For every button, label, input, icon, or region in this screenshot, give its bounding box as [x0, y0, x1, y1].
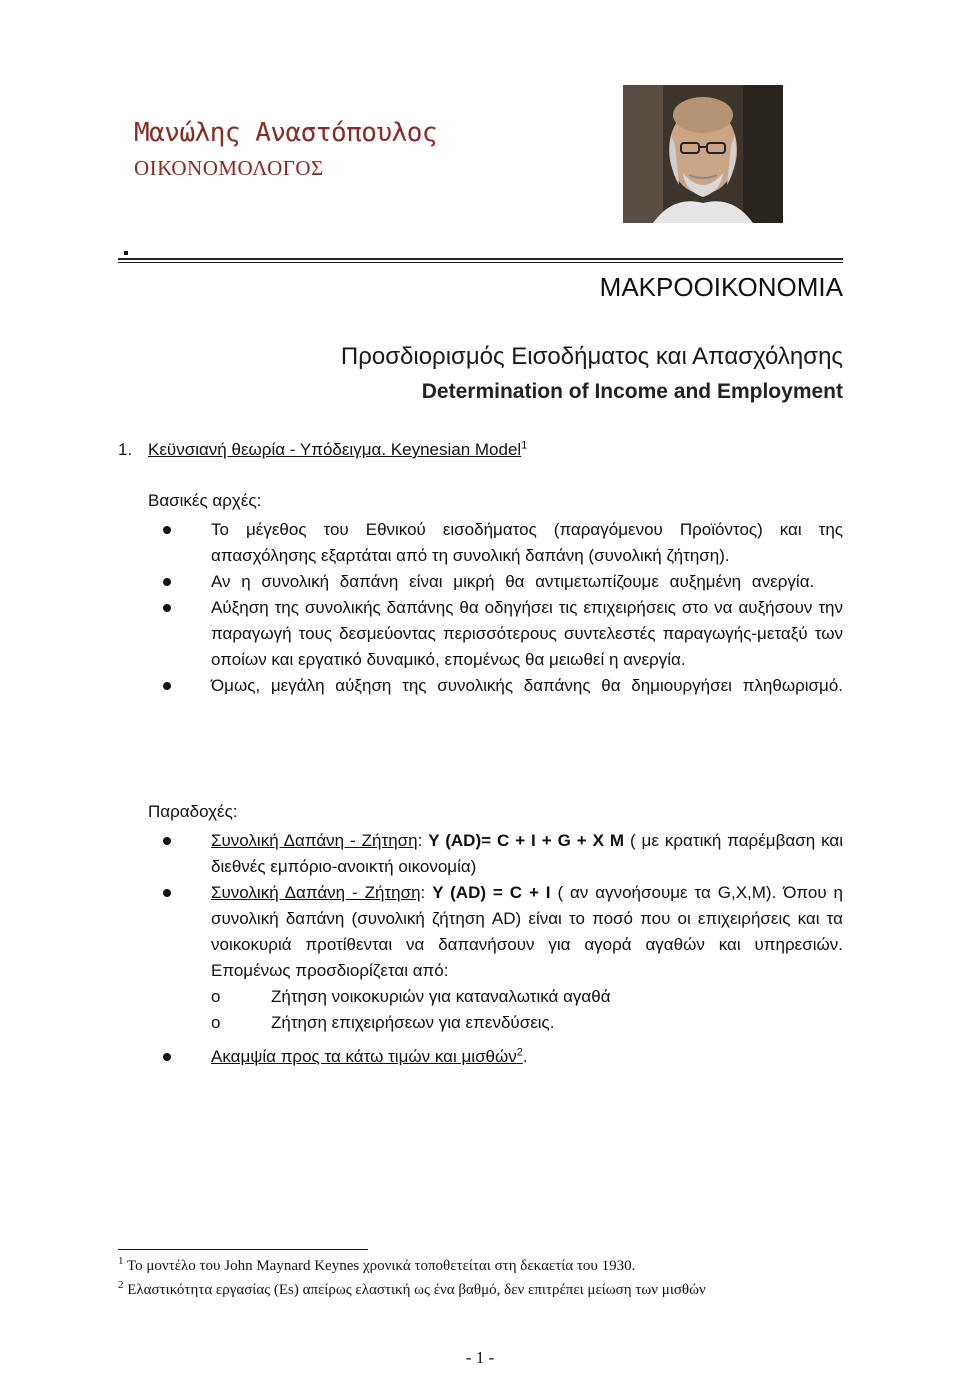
- circle-bullet-icon: o: [211, 987, 221, 1006]
- document-title: ΜΑΚΡΟΟΙΚΟΝΟΜΙΑ: [599, 272, 843, 302]
- page-number: - 1 -: [465, 1348, 495, 1367]
- author-portrait-icon: [623, 85, 783, 223]
- principles-list: [211, 517, 843, 699]
- formula: Y (AD) = C + I: [432, 883, 551, 902]
- header-rule: [118, 258, 843, 260]
- list-item: Ακαμψία προς τα κάτω τιμών και μισθών$^2$.: [211, 1044, 843, 1070]
- sub-list-item: o Ζήτηση νοικοκυριών για καταναλωτικά αγαθά: [211, 984, 843, 1010]
- footnote-2: $^2$ Ελαστικότητα εργασίας (Es) απείρως ελαστική ως ένα βαθμό, δεν επιτρέπει μείωση των μισθών: [118, 1279, 706, 1298]
- circle-bullet-icon: o: [211, 1013, 221, 1032]
- bullet-icon: [163, 604, 171, 612]
- assumption-label: Συνολική Δαπάνη - Ζήτηση: [211, 831, 418, 850]
- formula: Y (AD)= C + I + G + X M: [428, 831, 625, 850]
- bullet-icon: [163, 889, 171, 897]
- list-item: Όμως, μεγάλη αύξηση της συνολικής δαπάνης θα δημιουργήσει πληθωρισμό.: [211, 673, 843, 699]
- list-item: Συνολική Δαπάνη - Ζήτηση: Y (AD) = C + I ( αν αγνοήσουμε τα G,X,M). Όπου η συνολική δαπάνη (συνολική ζήτηση AD) είναι το ποσό που οι επιχειρήσεις και τα νοικοκυριά προτίθενται να δαπανήσουν για αγορά αγαθών και υπηρεσιών. Επομένως προσδιορίζεται από:: [211, 880, 843, 984]
- bullet-icon: [163, 1053, 171, 1061]
- bullet-icon: [163, 526, 171, 534]
- section-number: 1.: [118, 440, 133, 459]
- author-role: ΟΙΚΟΝΟΜΟΛΟΓΟΣ: [134, 156, 324, 180]
- section-title: Κεϋνσιανή θεωρία - Υπόδειγμα. Keynesian Model: [148, 440, 522, 459]
- list-item: Αν η συνολική δαπάνη είναι μικρή θα αντιμετωπίζουμε αυξημένη ανεργία.: [211, 569, 843, 595]
- sub-list-item: o Ζήτηση επιχειρήσεων για επενδύσεις.: [211, 1010, 843, 1036]
- footnote-ref-2[interactable]: 2: [516, 1046, 523, 1059]
- footnote-1: $^1$ Το μοντέλο του John Maynard Keynes χρονικά τοποθετείται στη δεκαετία του 1930.: [118, 1255, 636, 1274]
- footnote-ref-1[interactable]: 1: [521, 439, 528, 452]
- header-dot: [124, 251, 128, 255]
- header-rule-thin: [118, 262, 843, 263]
- document-subtitle-greek: Προσδιορισμός Εισοδήματος και Απασχόλησης: [340, 343, 843, 370]
- author-name: Μανώλης Αναστόπουλος: [134, 118, 438, 148]
- principles-heading: Βασικές αρχές:: [148, 491, 262, 510]
- list-item: Αύξηση της συνολικής δαπάνης θα οδηγήσει τις επιχειρήσεις στο να αυξήσουν την παραγωγή τους δεσμεύοντας περισσότερους συντελεστές παραγωγής-μεταξύ των οποίων και εργατικό δυναμικό, επομένως θα μειωθεί η ανεργία.: [211, 595, 843, 673]
- assumptions-heading: Παραδοχές:: [148, 802, 238, 821]
- list-item: Το μέγεθος του Εθνικού εισοδήματος (παραγόμενου Προϊόντος) και της απασχόλησης εξαρτάται από τη συνολική δαπάνη (συνολική ζήτηση).: [211, 517, 843, 569]
- bullet-icon: [163, 837, 171, 845]
- assumption-label: Ακαμψία προς τα κάτω τιμών και μισθών$^2$: [211, 1046, 523, 1066]
- bullet-icon: [163, 578, 171, 586]
- assumption-label: Συνολική Δαπάνη - Ζήτηση: [211, 883, 421, 902]
- section-heading: [118, 440, 527, 460]
- assumptions-list: [211, 828, 843, 1070]
- bullet-icon: [163, 682, 171, 690]
- footnote-divider: [118, 1249, 368, 1250]
- list-item: Συνολική Δαπάνη - Ζήτηση: Y (AD)= C + I + G + X M ( με κρατική παρέμβαση και διεθνές εμπόριο-ανοικτή οικονομία): [211, 828, 843, 880]
- document-subtitle-english: Determination of Income and Employment: [421, 380, 843, 403]
